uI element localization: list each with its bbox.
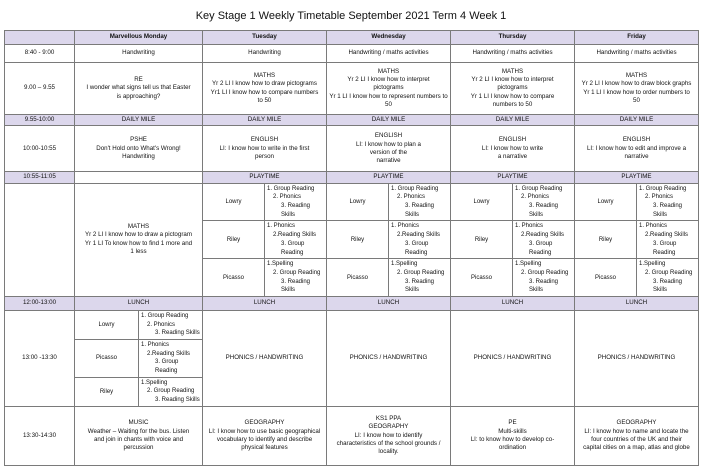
group-rotation — [327, 184, 450, 296]
objective-line: LI: I know how to edit and improve a — [586, 144, 687, 152]
cell-tue: LUNCH — [203, 296, 327, 310]
rotation-step: 2.Reading Skills — [147, 350, 191, 357]
row-maths — [5, 63, 699, 115]
subject: MATHS — [377, 67, 400, 75]
time-cell: 13:00 -13:30 — [5, 310, 75, 406]
rotation-step: 2.Reading Skills — [397, 232, 441, 239]
group-row — [203, 221, 326, 259]
objective-line: pictograms — [497, 84, 528, 92]
rotation-step: 3. Group Reading — [155, 359, 179, 375]
header-tuesday: Tuesday — [203, 31, 327, 45]
group-row — [327, 184, 450, 221]
rotation-step: 2. Group Reading — [273, 269, 321, 276]
cell-wed — [327, 63, 451, 115]
group-name: Lowry — [575, 184, 637, 221]
row-reading-groups — [5, 183, 699, 296]
cell-wed — [327, 126, 451, 172]
group-row — [575, 184, 698, 221]
group-name: Picasso — [451, 259, 513, 296]
rotation-step: 1.Spelling — [141, 379, 168, 386]
objective-line: LI: I know how to write in the first — [219, 144, 310, 152]
objective-line: version of the — [369, 148, 408, 156]
group-row — [575, 221, 698, 259]
time-cell: 10:55-11:05 — [5, 172, 75, 183]
rotation-step: 3. Reading Skills — [155, 330, 200, 337]
rotation-step: 1. Phonics — [267, 223, 296, 230]
time-cell: 10:00-10:55 — [5, 126, 75, 172]
cell-thu — [451, 63, 575, 115]
group-name: Picasso — [203, 259, 265, 296]
group-name: Lowry — [75, 311, 139, 340]
group-name: Riley — [203, 221, 265, 259]
header-monday: Marvellous Monday — [75, 31, 203, 45]
cell-mon-empty — [75, 172, 203, 183]
objective-line: narrative — [624, 153, 649, 161]
group-row — [327, 259, 450, 296]
rotation-step: 2.Reading Skills — [521, 232, 565, 239]
rotation-step: 2. Phonics — [397, 194, 426, 201]
rotation-list — [389, 259, 451, 296]
rotation-list — [637, 221, 699, 259]
time-cell: 9.00 – 9.55 — [5, 63, 75, 115]
subject: PSHE — [130, 136, 147, 144]
rotation-step: 1. Phonics — [391, 223, 420, 230]
subject: GEOGRAPHY — [368, 423, 409, 431]
cell-mon — [75, 183, 203, 296]
row-afternoon — [5, 406, 699, 465]
timetable — [4, 30, 699, 466]
group-row — [75, 340, 202, 378]
objective-line: Yr 2 LI I know how to draw a pictogram — [85, 231, 192, 239]
header-friday: Friday — [575, 31, 699, 45]
objective-line: numbers to 50 — [492, 101, 533, 109]
rotation-list — [389, 221, 451, 259]
group-name: Riley — [327, 221, 389, 259]
rotation-step: 3. Reading Skills — [405, 278, 435, 294]
row-daily-mile — [5, 115, 699, 126]
rotation-list — [637, 259, 699, 296]
cell-thu — [451, 406, 575, 465]
rotation-list — [637, 184, 699, 221]
subject: ENGLISH — [498, 136, 527, 144]
rotation-step: 3. Group Reading — [653, 240, 677, 256]
objective-line: Don't Hold onto What's Wrong! — [96, 144, 181, 152]
rotation-step: 3. Reading Skills — [155, 397, 200, 404]
objective-line: Yr1 LI I know how to compare numbers — [210, 88, 319, 96]
objective-line: I wonder what signs tell us that Easter — [86, 84, 191, 92]
objective-line: narrative — [376, 157, 401, 165]
cell-mon — [75, 63, 203, 115]
cell-thu: PHONICS / HANDWRITING — [451, 310, 575, 406]
rotation-step: 3. Reading Skills — [653, 278, 683, 294]
objective-line: LI: I know how to identify — [354, 431, 423, 439]
objective-line: Yr 2 LI I know how to draw block graphs — [581, 80, 692, 88]
group-rotation — [203, 184, 326, 296]
rotation-step: 1. Group Reading — [391, 185, 439, 192]
subject: Multi-skills — [498, 427, 527, 435]
objective-line: LI: I know how to plan a — [355, 140, 421, 148]
row-english — [5, 126, 699, 172]
rotation-step: 3. Reading Skills — [405, 203, 435, 218]
cell-fri: PLAYTIME — [575, 172, 699, 183]
cell-tue — [203, 126, 327, 172]
rotation-step: 1. Phonics — [141, 342, 170, 349]
row-playtime — [5, 172, 699, 183]
objective-line: a narrative — [497, 153, 528, 161]
row-lunch — [5, 296, 699, 310]
cell-wed: Handwriting / maths activities — [327, 45, 451, 63]
objective-line: Yr 1 LI I know how to compare — [470, 92, 555, 100]
objective-line: ordination — [498, 444, 527, 452]
group-row — [451, 259, 574, 296]
rotation-step: 3. Group Reading — [281, 240, 305, 256]
cell-tue: PHONICS / HANDWRITING — [203, 310, 327, 406]
cell-fri: Handwriting / maths activities — [575, 45, 699, 63]
group-row — [203, 184, 326, 221]
cell-mon: LUNCH — [75, 296, 203, 310]
rotation-step: 1. Phonics — [639, 223, 668, 230]
objective-line: Yr 2 LI I know how to draw pictograms — [212, 80, 317, 88]
rotation-step: 3. Reading Skills — [529, 278, 559, 294]
group-row — [451, 221, 574, 259]
subject: ENGLISH — [622, 136, 651, 144]
row-phonics — [5, 310, 699, 406]
cell-mon: Handwriting — [75, 45, 203, 63]
cell-tue: DAILY MILE — [203, 115, 327, 126]
rotation-step: 1.Spelling — [391, 261, 418, 268]
cell-fri: LUNCH — [575, 296, 699, 310]
rotation-step: 2. Phonics — [147, 321, 176, 328]
group-row — [75, 311, 202, 340]
subject: MATHS — [501, 67, 524, 75]
group-row — [75, 377, 202, 406]
objective-line: Handwriting — [122, 153, 155, 161]
group-row — [575, 259, 698, 296]
cell-tue — [203, 183, 327, 296]
cell-fri — [575, 63, 699, 115]
subject: GEOGRAPHY — [244, 419, 285, 427]
rotation-step: 3. Group Reading — [529, 240, 553, 256]
group-name: Riley — [451, 221, 513, 259]
rotation-step: 2. Phonics — [273, 194, 302, 201]
time-cell: 8:40 - 9:00 — [5, 45, 75, 63]
objective-line: is approaching? — [116, 92, 161, 100]
objective-line: Weather – Waiting for the bus. Listen — [87, 427, 190, 435]
rotation-step: 1. Group Reading — [639, 185, 687, 192]
objective-line: Yr 1 LI I know how to order numbers to — [583, 88, 690, 96]
objective-line: percussion — [123, 444, 154, 452]
cell-fri: PHONICS / HANDWRITING — [575, 310, 699, 406]
objective-line: Yr 2 LI I know how to interpret — [471, 75, 554, 83]
cell-tue — [203, 406, 327, 465]
group-name: Riley — [575, 221, 637, 259]
rotation-list — [265, 184, 327, 221]
rotation-step: 3. Reading Skills — [281, 278, 311, 294]
objective-line: 50 — [633, 96, 640, 104]
cell-wed — [327, 183, 451, 296]
time-cell: 13:30-14:30 — [5, 406, 75, 465]
cell-fri — [575, 406, 699, 465]
group-rotation — [451, 184, 574, 296]
objective-line: pictograms — [373, 84, 404, 92]
cell-mon — [75, 126, 203, 172]
objective-line: Yr 1 LI I know how to represent numbers to — [329, 92, 448, 100]
objective-line: LI: to know how to develop co- — [470, 435, 555, 443]
subject: ENGLISH — [250, 136, 279, 144]
rotation-step: 1. Group Reading — [267, 185, 315, 192]
rotation-step: 2. Phonics — [521, 194, 550, 201]
subject: GEOGRAPHY — [616, 419, 657, 427]
rotation-step: 1. Group Reading — [515, 185, 563, 192]
page-title: Key Stage 1 Weekly Timetable September 2021 Term 4 Week 1 — [195, 10, 507, 22]
rotation-step: 3. Reading Skills — [529, 203, 559, 218]
rotation-step: 3. Reading Skills — [653, 203, 683, 218]
group-row — [203, 259, 326, 296]
group-name: Picasso — [575, 259, 637, 296]
time-cell: 12:00-13:00 — [5, 296, 75, 310]
cell-fri — [575, 183, 699, 296]
objective-line: to 50 — [257, 96, 272, 104]
rotation-step: 2.Reading Skills — [273, 232, 317, 239]
objective-line: LI: I know how to name and locate the — [584, 427, 689, 435]
row-handwriting — [5, 45, 699, 63]
subject: KS1 PPA — [375, 415, 402, 423]
cell-thu — [451, 126, 575, 172]
group-rotation — [575, 184, 698, 296]
objective-line: locality. — [378, 448, 399, 456]
header-row — [5, 31, 699, 45]
subject: MUSIC — [128, 419, 149, 427]
cell-wed: LUNCH — [327, 296, 451, 310]
rotation-step: 1.Spelling — [639, 261, 666, 268]
objective-line: 1 less — [130, 248, 147, 256]
rotation-step: 2. Group Reading — [147, 388, 195, 395]
rotation-step: 2. Group Reading — [521, 269, 569, 276]
rotation-step: 1. Group Reading — [141, 312, 189, 319]
cell-tue — [203, 63, 327, 115]
group-row — [327, 221, 450, 259]
objective-line: capital cities on a map, atlas and globe — [583, 444, 690, 452]
rotation-step: 2. Group Reading — [645, 269, 693, 276]
rotation-step: 3. Reading Skills — [281, 203, 311, 218]
time-cell-empty — [5, 183, 75, 296]
group-name: Lowry — [451, 184, 513, 221]
cell-fri — [575, 126, 699, 172]
subject: PE — [508, 419, 517, 427]
rotation-step: 2. Group Reading — [397, 269, 445, 276]
group-name: Lowry — [203, 184, 265, 221]
objective-line: four countries of the UK and their — [591, 435, 682, 443]
rotation-step: 1.Spelling — [267, 261, 294, 268]
rotation-step: 2.Reading Skills — [645, 232, 689, 239]
objective-line: and join in chants with voice and — [93, 435, 184, 443]
cell-thu: PLAYTIME — [451, 172, 575, 183]
objective-line: 50 — [385, 101, 392, 109]
header-thursday: Thursday — [451, 31, 575, 45]
cell-mon: DAILY MILE — [75, 115, 203, 126]
group-name: Lowry — [327, 184, 389, 221]
rotation-list — [265, 221, 327, 259]
cell-tue: PLAYTIME — [203, 172, 327, 183]
cell-wed: PHONICS / HANDWRITING — [327, 310, 451, 406]
group-name: Riley — [75, 377, 139, 406]
rotation-step: 1.Spelling — [515, 261, 542, 268]
rotation-step: 1. Phonics — [515, 223, 544, 230]
rotation-step: 3. Group Reading — [405, 240, 429, 256]
group-name: Picasso — [327, 259, 389, 296]
subject: ENGLISH — [374, 132, 403, 140]
objective-line: LI: I know how to use basic geographical — [208, 427, 321, 435]
rotation-list — [513, 221, 575, 259]
objective-line: Yr 1 LI To know how to find 1 more and — [84, 239, 193, 247]
subject: RE — [134, 75, 143, 83]
cell-wed: DAILY MILE — [327, 115, 451, 126]
cell-thu: Handwriting / maths activities — [451, 45, 575, 63]
subject: MATHS — [253, 71, 276, 79]
cell-fri: DAILY MILE — [575, 115, 699, 126]
cell-wed — [327, 406, 451, 465]
cell-mon — [75, 406, 203, 465]
objective-line: characteristics of the school grounds / — [336, 440, 441, 448]
subject: MATHS — [625, 71, 648, 79]
objective-line: vocabulary to identify and describe — [216, 435, 313, 443]
cell-thu: DAILY MILE — [451, 115, 575, 126]
cell-tue: Handwriting — [203, 45, 327, 63]
objective-line: person — [255, 153, 274, 161]
rotation-list — [389, 184, 451, 221]
rotation-list — [265, 259, 327, 296]
objective-line: Yr 2 LI I know how to interpret — [347, 75, 430, 83]
cell-wed: PLAYTIME — [327, 172, 451, 183]
time-cell: 9.55-10:00 — [5, 115, 75, 126]
group-row — [451, 184, 574, 221]
cell-thu — [451, 183, 575, 296]
cell-thu: LUNCH — [451, 296, 575, 310]
cell-mon — [75, 310, 203, 406]
group-rotation — [75, 311, 202, 406]
rotation-list — [139, 377, 203, 406]
rotation-list — [513, 184, 575, 221]
objective-line: LI: I know how to write — [481, 144, 544, 152]
objective-line: physical features — [241, 444, 288, 452]
group-name: Picasso — [75, 340, 139, 378]
header-corner — [5, 31, 75, 45]
rotation-step: 2. Phonics — [645, 194, 674, 201]
subject: MATHS — [127, 223, 150, 231]
header-wednesday: Wednesday — [327, 31, 451, 45]
rotation-list — [139, 311, 203, 340]
rotation-list — [513, 259, 575, 296]
rotation-list — [139, 340, 203, 378]
